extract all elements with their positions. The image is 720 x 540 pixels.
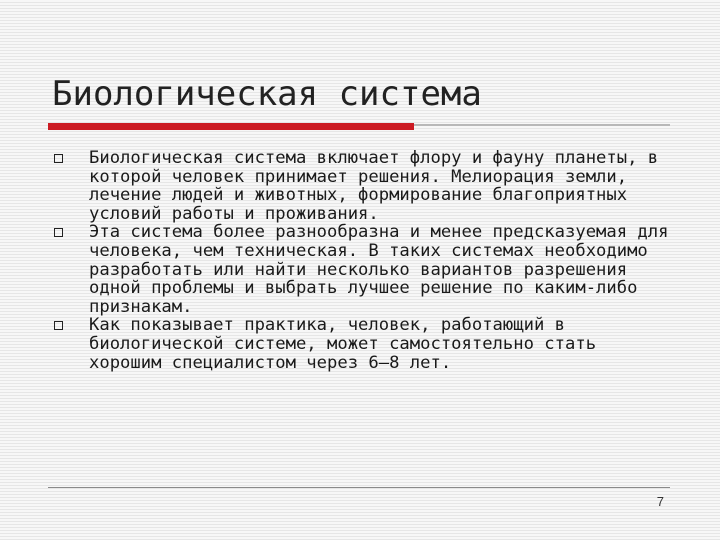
square-outline-bullet-icon (54, 321, 63, 330)
bullet-item (54, 223, 674, 316)
square-outline-bullet-icon (54, 154, 63, 163)
bullet-text: Биологическая система включает флору и фауну планеты, в которой человек принимает решения. Мелиорация земли, лечение людей и животных, формирование благоприятных условий работы и проживания. (89, 148, 659, 224)
bullet-list (54, 149, 674, 372)
title-underline-red-accent (48, 123, 414, 130)
bullet-item (54, 149, 674, 223)
footer-divider (48, 487, 670, 488)
slide-title: Биологическая система (52, 74, 482, 114)
square-outline-bullet-icon (54, 228, 63, 237)
bullet-text: Как показывает практика, человек, работающий в биологической системе, может самостоятельно стать хорошим специалистом через 6—8 лет. (89, 315, 597, 373)
bullet-item (54, 316, 674, 372)
bullet-text: Эта система более разнообразна и менее предсказуемая для человека, чем техническая. В таких системах необходимо разработать или найти несколько вариантов разрешения одной проблемы и выбрать лучшее решение по каким-либо признакам. (89, 222, 669, 317)
page-number: 7 (656, 494, 664, 509)
